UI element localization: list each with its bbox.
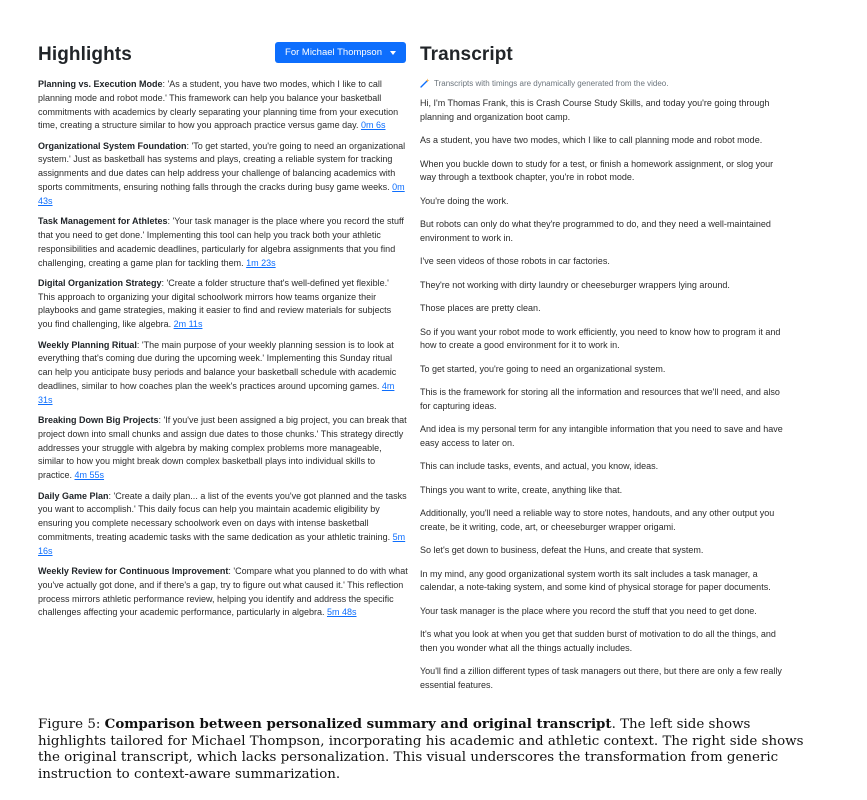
caption-label: Figure 5: (38, 717, 101, 732)
transcript-paragraph: You're doing the work. (420, 195, 509, 206)
highlight-title: Organizational System Foundation (38, 140, 187, 151)
transcript-paragraph: It's what you look at when you get that sudden burst of motivation to do all the things, and then you wonder what all the things actually includes. (420, 629, 776, 653)
caption-text: . The left side shows highlights tailored for Michael Thompson, incorporating his academic and athletic context. The right side shows the original transcript, which lacks personalization. This visual underscores the transformation from generic instruction to context-aware summarization. (38, 717, 804, 782)
persona-dropdown-button[interactable] (275, 42, 406, 63)
highlight-title: Task Management for Athletes (38, 216, 168, 227)
transcript-paragraph: I've seen videos of those robots in car factories. (420, 256, 610, 266)
transcript-heading: Transcript (420, 44, 513, 65)
highlight-text: : 'Create a folder structure that's well-defined yet flexible.' This approach to organizing your digital schoolwork mirrors how teams organize their playbooks and game strategies, making it easier to find and review materials for subjects you find challenging, like algebra. (38, 277, 392, 330)
transcript-paragraph: Things you want to write, create, anything like that. (420, 484, 623, 495)
transcript-paragraph: In my mind, any good organizational system worth its salt includes a task manager, a calendar, a note-taking system, and some kind of physical storage for paper documents. (420, 568, 771, 592)
highlight-text: : 'If you've just been assigned a big project, you can break that project down into small chunks and assign due dates to those chunks.' This strategy directly addresses your struggle with algebra by making complex problems more manageable, similar to how you might break down complex basketball plays into individual skills to practice. (38, 415, 407, 481)
transcript-paragraph: This is the framework for storing all the information and resources that we'll need, and also for capturing ideas. (420, 387, 780, 411)
timestamp-link[interactable]: 5m 48s (327, 607, 357, 618)
transcript-paragraph: This can include tasks, events, and actual, you know, ideas. (420, 461, 659, 471)
transcript-list (420, 97, 790, 692)
highlight-title: Planning vs. Execution Mode (38, 79, 163, 89)
transcript-paragraph: To get started, you're going to need an organizational system. (420, 363, 666, 374)
highlight-text: : 'Compare what you planned to do with what you've actually got done, and if there's a gap, try to figure out what caused it.' This reflection process mirrors athletic performance review, helping you identify and address the specific challenges affecting your academic performance, particularly in algebra. (38, 566, 408, 618)
highlight-item (38, 140, 408, 209)
highlight-item (38, 215, 408, 270)
highlight-item (38, 565, 408, 620)
transcript-paragraph: So if you want your robot mode to work efficiently, you need to know how to program it and how to create a good environment for it to work in. (420, 326, 781, 350)
transcript-paragraph: Those places are pretty clean. (420, 303, 541, 313)
highlight-text: : 'To get started, you're going to need an organizational system.' Just as basketball has systems and plays, creating a reliable system for tracking assignments and due dates can help address your challenge of balancing academics with sports commitments, ensuring nothing falls through the cracks during busy game weeks. (38, 140, 406, 193)
transcript-paragraph: And idea is my personal term for any intangible information that you need to save and have easy access to later on. (420, 424, 783, 448)
transcript-header (420, 38, 790, 72)
transcript-note-text: Transcripts with timings are dynamically generated from the video. (434, 78, 669, 88)
highlight-item (38, 277, 408, 332)
caption-bold: Comparison between personalized summary and original transcript (104, 716, 612, 732)
highlights-heading: Highlights (38, 44, 132, 65)
magic-wand-icon (420, 78, 430, 88)
highlight-title: Breaking Down Big Projects (38, 415, 159, 426)
timestamp-link[interactable]: 0m 6s (360, 120, 386, 131)
highlight-title: Weekly Planning Ritual (38, 339, 137, 350)
transcript-paragraph: But robots can only do what they're programmed to do, and they need a well-maintained environment to work in. (420, 219, 771, 243)
transcript-paragraph: Your task manager is the place where you record the stuff that you need to get done. (420, 605, 757, 616)
transcript-paragraph: Hi, I'm Thomas Frank, this is Crash Course Study Skills, and today you're going through planning and organization boot camp. (420, 98, 770, 122)
caret-down-icon (390, 51, 396, 55)
highlight-item (38, 339, 408, 408)
transcript-paragraph: As a student, you have two modes, which I like to call planning mode and robot mode. (420, 135, 763, 145)
transcript-note (420, 78, 790, 88)
highlight-text: : 'Your task manager is the place where you record the stuff that you need to get done.' Implementing this tool can help you track both your athletic responsibilities and academic deadlines, particularly for algebra assignments that you find challenging, creating a game plan for tackling them. (38, 216, 404, 268)
highlight-text: : 'As a student, you have two modes, which I like to call planning mode and robot mode.' This framework can help you balance your basketball commitments with academics by clearly separating your planning time from your execution time, creating a structure similar to how you approach practice versus game day. (38, 79, 399, 131)
transcript-paragraph: You'll find a zillion different types of task managers out there, but there are only a few really essential features. (420, 666, 782, 690)
transcript-paragraph: When you buckle down to study for a test, or finish a homework assignment, or slog your way through a textbook chapter, you're in robot mode. (420, 158, 774, 182)
highlight-item (38, 78, 408, 133)
highlight-text: : 'Create a daily plan... a list of the events you've got planned and the tasks you want to accomplish.' This daily focus can help you maintain academic eligibility by ensuring you complete necessary schoolwork even on days with intense basketball commitments, treating academic tasks with the same dedication as your athletic training. (38, 490, 407, 542)
timestamp-link[interactable]: 2m 11s (173, 319, 203, 330)
highlight-title: Daily Game Plan (38, 490, 109, 501)
transcript-paragraph: So let's get down to business, defeat the Huns, and create that system. (420, 545, 704, 555)
figure-caption (38, 716, 818, 783)
transcript-panel (420, 38, 790, 702)
highlights-list (38, 78, 408, 620)
highlights-header (38, 38, 408, 72)
timestamp-link[interactable]: 0m 43s (38, 182, 405, 206)
timestamp-link[interactable]: 5m 16s (38, 531, 406, 556)
timestamp-link[interactable]: 4m 55s (74, 470, 105, 481)
transcript-paragraph: They're not working with dirty laundry or cheeseburger wrappers lying around. (420, 279, 730, 290)
highlight-item (38, 414, 408, 483)
persona-button-label: For Michael Thompson (285, 47, 382, 58)
highlight-text: : 'The main purpose of your weekly planning session is to look at everything that's coming due during the upcoming week.' Implementing this Sunday ritual can help you anticipate busy periods and balance your basketball schedule with academic deadlines, similar to how coaches plan the week's practices around upcoming games. (38, 339, 397, 391)
timestamp-link[interactable]: 1m 23s (246, 257, 276, 268)
highlight-title: Weekly Review for Continuous Improvement (38, 566, 229, 576)
highlights-panel (38, 38, 408, 627)
timestamp-link[interactable]: 4m 31s (38, 380, 395, 405)
transcript-paragraph: Additionally, you'll need a reliable way to store notes, handouts, and any other output you create, be it writing, code, art, or cheeseburger wrapper origami. (420, 508, 775, 532)
highlight-title: Digital Organization Strategy (38, 277, 162, 288)
highlight-item (38, 490, 408, 559)
